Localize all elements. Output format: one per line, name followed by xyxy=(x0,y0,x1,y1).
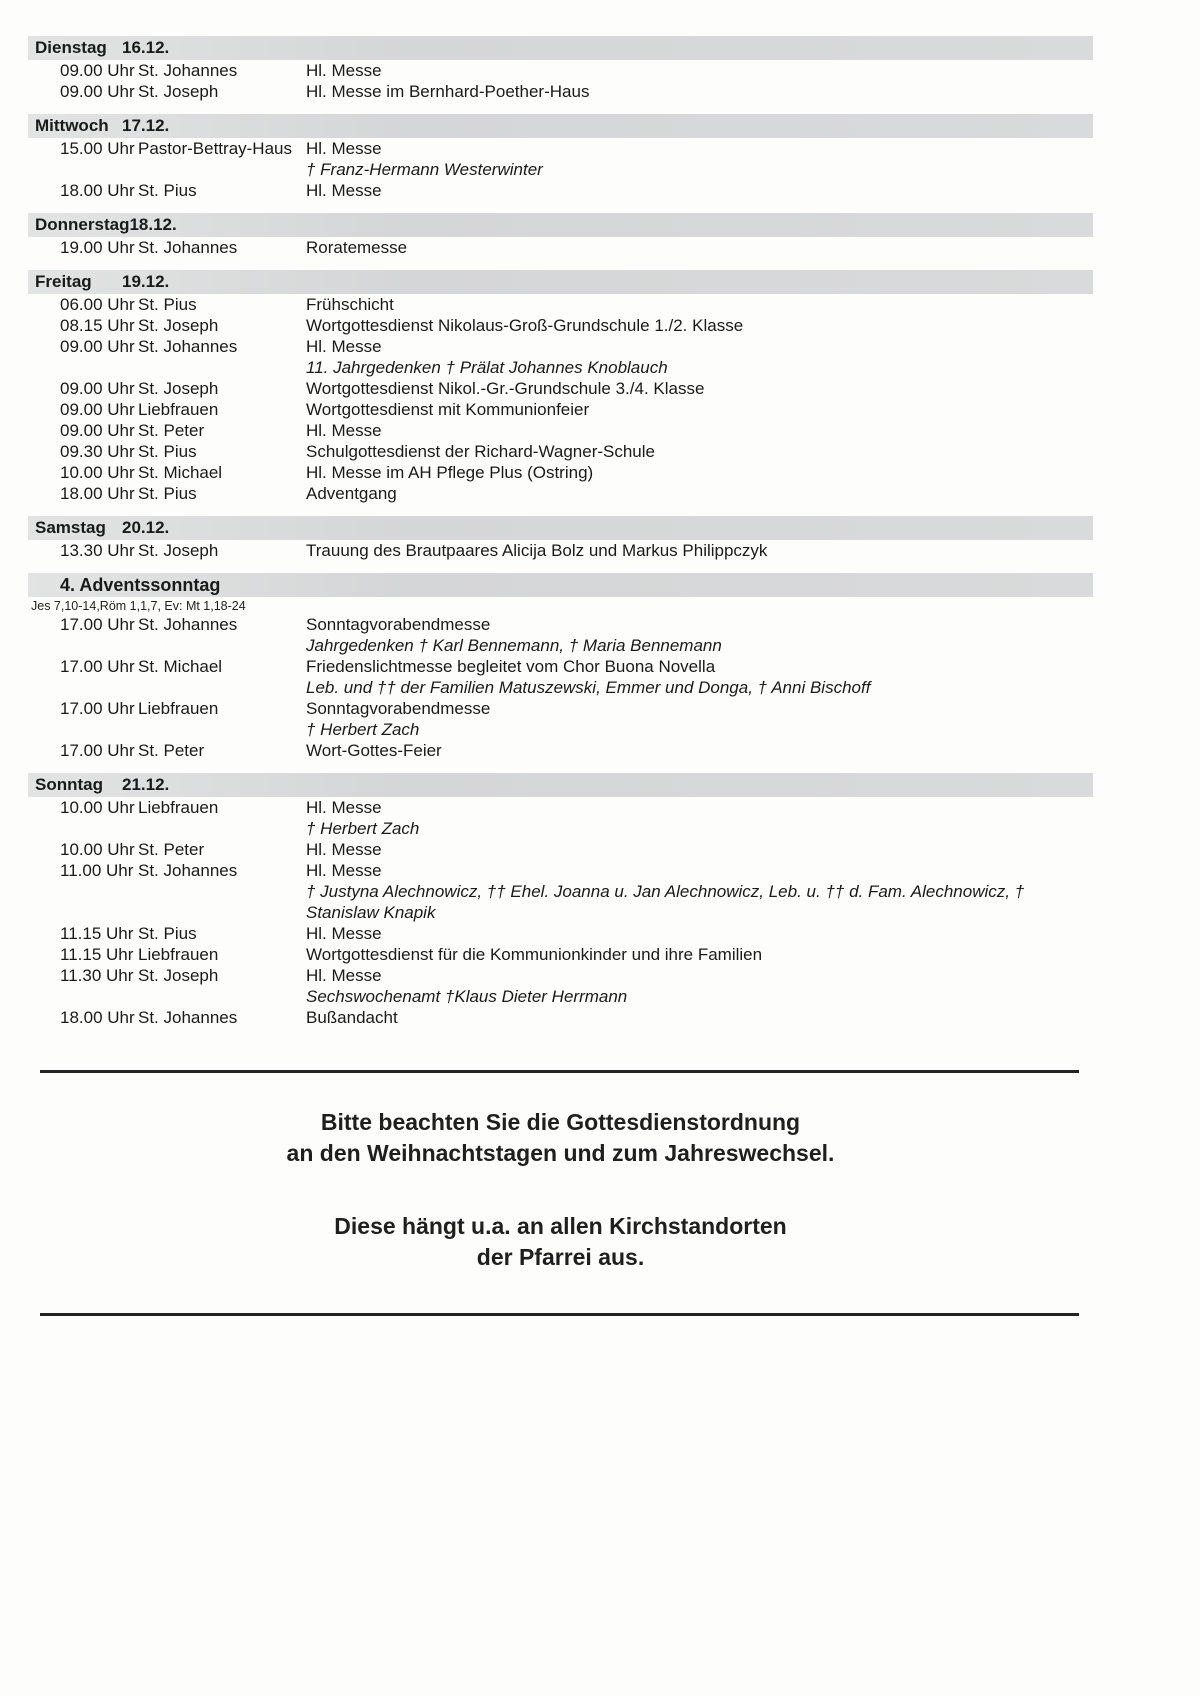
entry-location: Pastor-Bettray-Haus xyxy=(138,139,292,158)
entry-description: Sonntagvorabendmesse xyxy=(306,699,491,718)
schedule-entry xyxy=(28,614,1093,635)
entry-intention: † Herbert Zach xyxy=(306,819,420,838)
schedule-entry xyxy=(28,797,1093,818)
day-header-band xyxy=(28,270,1093,294)
entry-intention-row xyxy=(28,719,1093,740)
entry-time: 10.00 Uhr xyxy=(60,463,135,482)
schedule-entry xyxy=(28,944,1093,965)
schedule-section xyxy=(28,213,1093,258)
schedule-section xyxy=(28,114,1093,201)
entry-intention: Leb. und †† der Familien Matuszewski, Emmer und Donga, † Anni Bischoff xyxy=(306,678,871,697)
schedule-entry xyxy=(28,483,1093,504)
entry-location: St. Michael xyxy=(138,657,223,676)
schedule-entry xyxy=(28,138,1093,159)
entry-time: 11.00 Uhr xyxy=(60,861,134,880)
entry-location: St. Johannes xyxy=(138,615,238,634)
schedule-entry xyxy=(28,294,1093,315)
schedule-entry xyxy=(28,336,1093,357)
schedule-entry xyxy=(28,399,1093,420)
schedule-entry xyxy=(28,420,1093,441)
day-date: 16.12. xyxy=(122,38,170,57)
day-date: 18.12. xyxy=(129,215,177,234)
day-date: 19.12. xyxy=(122,272,170,291)
entry-description: Bußandacht xyxy=(306,1008,398,1027)
schedule-section xyxy=(28,573,1093,761)
entry-location: St. Joseph xyxy=(138,316,219,335)
entry-intention-row xyxy=(28,677,1093,698)
notice-line: Diese hängt u.a. an allen Kirchstandorten xyxy=(334,1213,787,1239)
entry-intention-row xyxy=(28,986,1093,1007)
divider-bottom xyxy=(40,1313,1079,1316)
notice-block-christmas xyxy=(28,1107,1093,1169)
entry-description: Wortgottesdienst Nikol.-Gr.-Grundschule 3./4. Klasse xyxy=(306,379,705,398)
entry-description: Hl. Messe im Bernhard-Poether-Haus xyxy=(306,82,590,101)
day-date: 21.12. xyxy=(122,775,170,794)
day-header-band xyxy=(28,213,1093,237)
schedule-entry xyxy=(28,462,1093,483)
entry-description: Hl. Messe xyxy=(306,337,382,356)
entry-time: 11.15 Uhr xyxy=(60,924,134,943)
entry-description: Hl. Messe im AH Pflege Plus (Ostring) xyxy=(306,463,594,482)
entry-location: St. Joseph xyxy=(138,379,219,398)
day-name: Mittwoch xyxy=(35,116,109,135)
entry-location: St. Pius xyxy=(138,484,197,503)
schedule-entry xyxy=(28,656,1093,677)
entry-time: 08.15 Uhr xyxy=(60,316,135,335)
entry-time: 15.00 Uhr xyxy=(60,139,135,158)
entry-description: Trauung des Brautpaares Alicija Bolz und Markus Philippczyk xyxy=(306,541,768,560)
entry-location: St. Joseph xyxy=(138,966,219,985)
entry-location: St. Johannes xyxy=(138,1008,238,1027)
day-name: Sonntag xyxy=(35,775,103,794)
entry-intention: † Herbert Zach xyxy=(306,720,420,739)
day-name: Dienstag xyxy=(35,38,107,57)
divider-top xyxy=(40,1070,1079,1073)
day-header-band xyxy=(28,36,1093,60)
entry-location: Liebfrauen xyxy=(138,699,219,718)
day-header-band xyxy=(28,773,1093,797)
entry-intention-row xyxy=(28,635,1093,656)
schedule-entry xyxy=(28,740,1093,761)
entry-intention: 11. Jahrgedenken † Prälat Johannes Knoblauch xyxy=(306,358,668,377)
entry-time: 09.00 Uhr xyxy=(60,379,135,398)
entry-intention-row xyxy=(28,159,1093,180)
entry-intention: Jahrgedenken † Karl Bennemann, † Maria Bennemann xyxy=(306,636,722,655)
schedule-section xyxy=(28,36,1093,102)
notice-block-location xyxy=(28,1211,1093,1273)
entry-time: 17.00 Uhr xyxy=(60,741,135,760)
schedule-section xyxy=(28,773,1093,1028)
entry-intention: Sechswochenamt †Klaus Dieter Herrmann xyxy=(306,987,628,1006)
entry-intention: † Franz-Hermann Westerwinter xyxy=(306,160,543,179)
schedule-entry xyxy=(28,1007,1093,1028)
section-title: 4. Adventssonntag xyxy=(60,574,221,595)
entry-description: Roratemesse xyxy=(306,238,408,257)
entry-location: St. Peter xyxy=(138,741,205,760)
entry-time: 09.00 Uhr xyxy=(60,82,135,101)
entry-time: 10.00 Uhr xyxy=(60,840,135,859)
entry-description: Wortgottesdienst für die Kommunionkinder und ihre Familien xyxy=(306,945,763,964)
readings-reference: Jes 7,10-14,Röm 1,1,7, Ev: Mt 1,18-24 xyxy=(31,599,246,613)
entry-time: 11.30 Uhr xyxy=(60,966,134,985)
entry-location: St. Pius xyxy=(138,924,197,943)
day-name: Samstag xyxy=(35,518,106,537)
entry-location: St. Peter xyxy=(138,840,205,859)
entry-description: Sonntagvorabendmesse xyxy=(306,615,491,634)
entry-time: 18.00 Uhr xyxy=(60,181,135,200)
schedule-entry xyxy=(28,965,1093,986)
entry-location: St. Johannes xyxy=(138,337,238,356)
notice-line: Bitte beachten Sie die Gottesdienstordnung xyxy=(320,1109,801,1135)
entry-description: Hl. Messe xyxy=(306,139,382,158)
day-header-band xyxy=(28,573,1093,597)
entry-time: 09.00 Uhr xyxy=(60,400,135,419)
entry-intention-row xyxy=(28,881,1093,923)
day-header-band xyxy=(28,114,1093,138)
entry-location: Liebfrauen xyxy=(138,400,219,419)
entry-time: 11.15 Uhr xyxy=(60,945,134,964)
entry-time: 10.00 Uhr xyxy=(60,798,135,817)
entry-description: Schulgottesdienst der Richard-Wagner-Schule xyxy=(306,442,655,461)
entry-time: 09.30 Uhr xyxy=(60,442,135,461)
entry-location: St. Pius xyxy=(138,181,197,200)
entry-description: Wortgottesdienst Nikolaus-Groß-Grundschule 1./2. Klasse xyxy=(306,316,744,335)
entry-intention-row xyxy=(28,357,1093,378)
notice-line: an den Weihnachtstagen und zum Jahreswechsel. xyxy=(286,1140,835,1166)
entry-time: 17.00 Uhr xyxy=(60,615,135,634)
entry-description: Hl. Messe xyxy=(306,840,382,859)
schedule-entry xyxy=(28,180,1093,201)
entry-time: 17.00 Uhr xyxy=(60,699,135,718)
entry-intention: † Justyna Alechnowicz, †† Ehel. Joanna u. Jan Alechnowicz, Leb. u. †† d. Fam. Alechnowicz, † Stanislaw Knapik xyxy=(306,882,1025,922)
entry-time: 09.00 Uhr xyxy=(60,61,135,80)
day-header-band xyxy=(28,516,1093,540)
schedule xyxy=(28,36,1093,1028)
entry-description: Hl. Messe xyxy=(306,421,382,440)
entry-location: St. Johannes xyxy=(138,61,238,80)
entry-description: Frühschicht xyxy=(306,295,394,314)
entry-location: St. Joseph xyxy=(138,541,219,560)
entry-description: Hl. Messe xyxy=(306,966,382,985)
entry-description: Hl. Messe xyxy=(306,61,382,80)
schedule-entry xyxy=(28,540,1093,561)
schedule-entry xyxy=(28,315,1093,336)
schedule-section xyxy=(28,516,1093,561)
entry-time: 13.30 Uhr xyxy=(60,541,135,560)
entry-location: St. Johannes xyxy=(138,238,238,257)
entry-description: Hl. Messe xyxy=(306,181,382,200)
day-name: Freitag xyxy=(35,272,92,291)
entry-description: Hl. Messe xyxy=(306,861,382,880)
schedule-entry xyxy=(28,81,1093,102)
entry-location: St. Johannes xyxy=(138,861,238,880)
entry-location: St. Michael xyxy=(138,463,223,482)
entry-description: Adventgang xyxy=(306,484,397,503)
entry-time: 09.00 Uhr xyxy=(60,337,135,356)
entry-location: St. Pius xyxy=(138,442,197,461)
schedule-entry xyxy=(28,60,1093,81)
entry-location: St. Pius xyxy=(138,295,197,314)
schedule-entry xyxy=(28,860,1093,881)
entry-time: 18.00 Uhr xyxy=(60,484,135,503)
entry-location: St. Peter xyxy=(138,421,205,440)
schedule-section xyxy=(28,270,1093,504)
entry-description: Hl. Messe xyxy=(306,798,382,817)
entry-time: 06.00 Uhr xyxy=(60,295,135,314)
schedule-entry xyxy=(28,378,1093,399)
day-date: 17.12. xyxy=(122,116,170,135)
schedule-entry xyxy=(28,237,1093,258)
entry-time: 09.00 Uhr xyxy=(60,421,135,440)
entry-description: Wort-Gottes-Feier xyxy=(306,741,442,760)
entry-location: St. Joseph xyxy=(138,82,219,101)
entry-intention-row xyxy=(28,818,1093,839)
entry-description: Friedenslichtmesse begleitet vom Chor Buona Novella xyxy=(306,657,716,676)
entry-description: Wortgottesdienst mit Kommunionfeier xyxy=(306,400,590,419)
entry-time: 19.00 Uhr xyxy=(60,238,135,257)
day-name: Donnerstag xyxy=(35,215,130,234)
entry-time: 18.00 Uhr xyxy=(60,1008,135,1027)
schedule-entry xyxy=(28,698,1093,719)
entry-location: Liebfrauen xyxy=(138,798,219,817)
notice-line: der Pfarrei aus. xyxy=(476,1244,645,1270)
schedule-entry xyxy=(28,839,1093,860)
entry-description: Hl. Messe xyxy=(306,924,382,943)
entry-location: Liebfrauen xyxy=(138,945,219,964)
schedule-entry xyxy=(28,441,1093,462)
day-date: 20.12. xyxy=(122,518,170,537)
schedule-entry xyxy=(28,923,1093,944)
entry-time: 17.00 Uhr xyxy=(60,657,135,676)
